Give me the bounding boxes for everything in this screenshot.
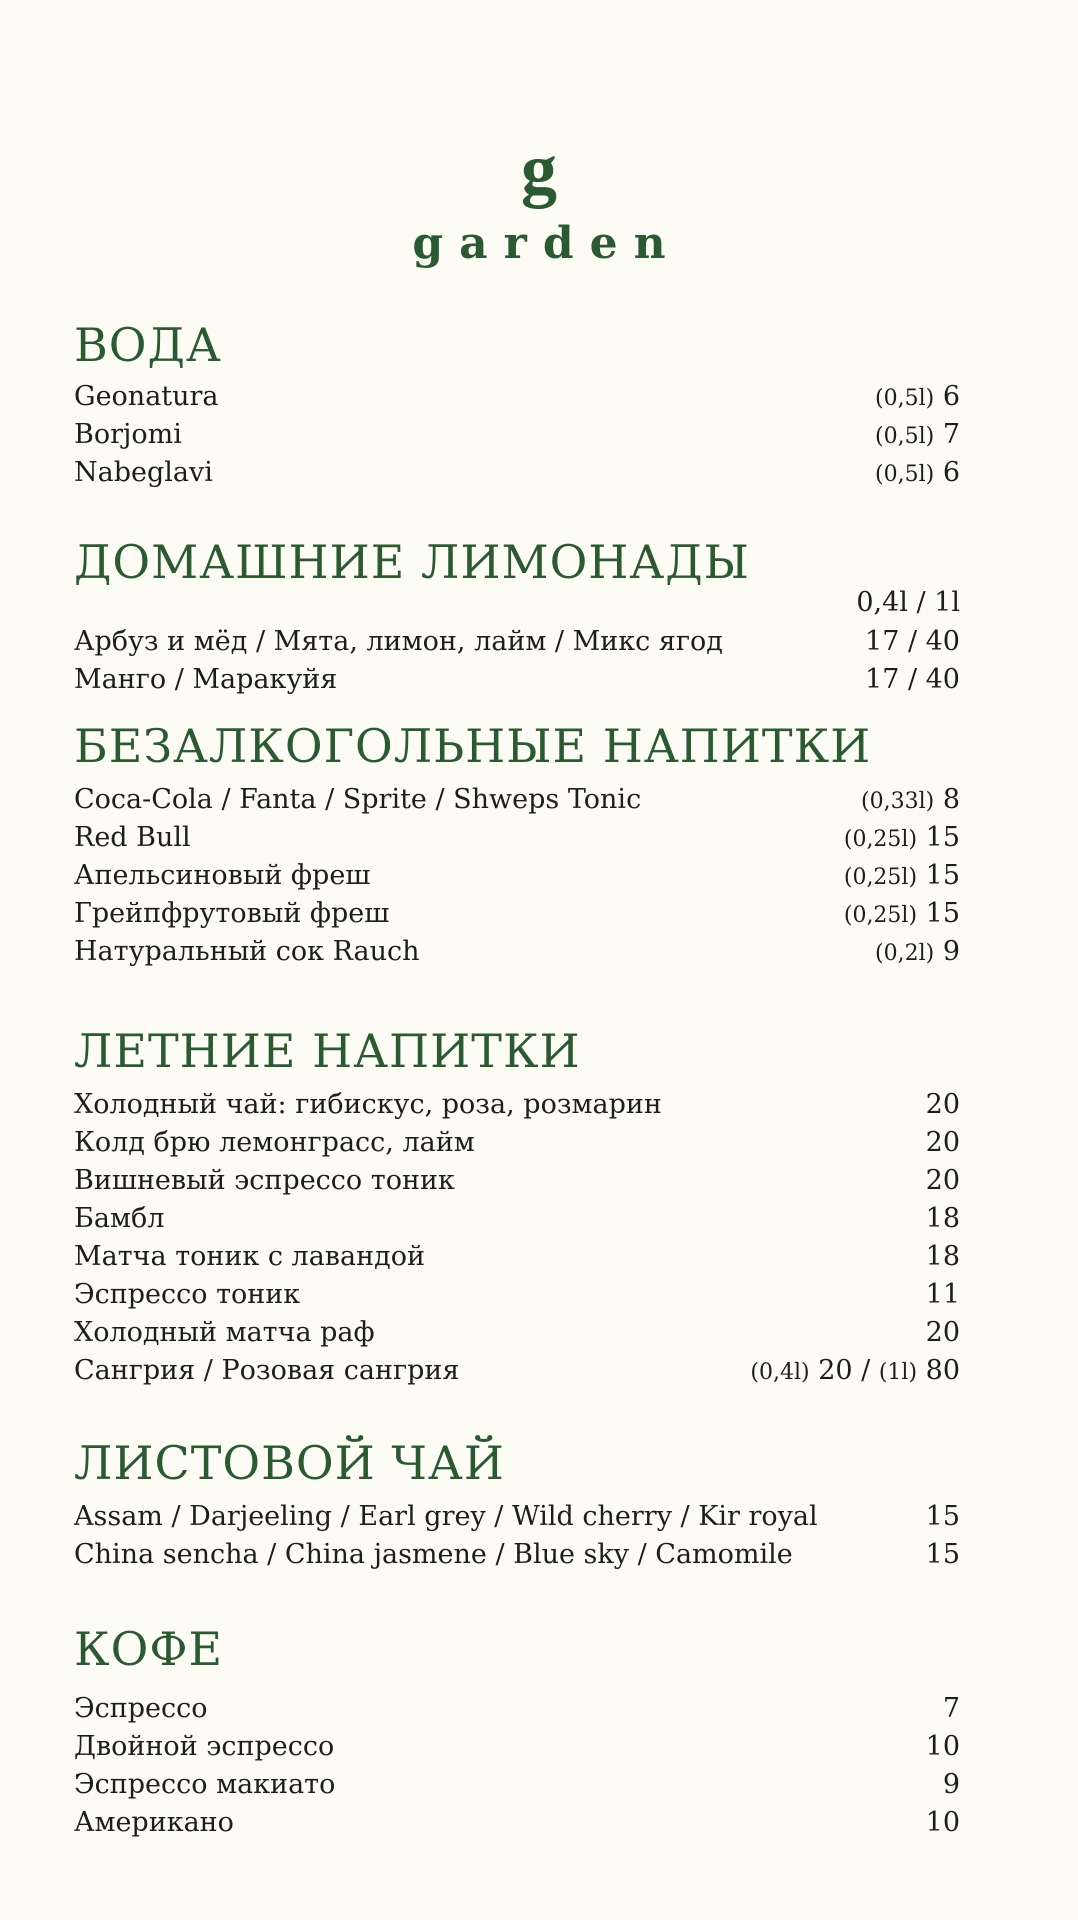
item-name: Холодный матча раф	[74, 1317, 375, 1348]
item-price: 6	[942, 457, 960, 488]
menu-item	[74, 1498, 960, 1536]
item-volume: (0,5l)	[875, 462, 935, 487]
section-leaf-tea	[74, 1436, 960, 1574]
item-name: Грейпфрутовый фреш	[74, 898, 390, 929]
item-volume: (1l)	[878, 1360, 918, 1385]
item-name: Assam / Darjeeling / Earl grey / Wild cherry / Kir royal	[74, 1501, 818, 1532]
menu-item	[74, 378, 960, 416]
item-name: China sencha / China jasmene / Blue sky / Camomile	[74, 1539, 793, 1570]
item-volume: (0,25l)	[843, 903, 918, 928]
item-price: 18	[925, 1203, 960, 1234]
item-volume: (0,25l)	[843, 827, 918, 852]
menu-item	[74, 661, 960, 699]
item-volume: (0,33l)	[861, 789, 935, 814]
item-price: 17 / 40	[865, 664, 960, 695]
item-price: 20	[925, 1127, 960, 1158]
item-name: Бамбл	[74, 1203, 165, 1234]
menu-item	[74, 454, 960, 492]
item-name: Манго / Маракуйя	[74, 664, 338, 695]
item-price: 15	[925, 898, 960, 929]
section-title: БЕЗАЛКОГОЛЬНЫЕ НАПИТКИ	[74, 719, 872, 773]
item-name: Сангрия / Розовая сангрия	[74, 1355, 460, 1386]
item-price: 15	[925, 860, 960, 891]
section-coffee	[74, 1622, 960, 1842]
logo	[0, 130, 1078, 269]
menu-item	[74, 1690, 960, 1728]
item-name: Матча тоник с лавандой	[74, 1241, 425, 1272]
item-price: 9	[942, 936, 960, 967]
item-name: Натуральный сок Rauch	[74, 936, 420, 967]
item-name: Nabeglavi	[74, 457, 213, 488]
item-price: 80	[925, 1355, 960, 1386]
item-name: Вишневый эспрессо тоник	[74, 1165, 455, 1196]
item-price: 7	[942, 419, 960, 450]
section-lemonades	[74, 535, 960, 699]
item-price-group	[875, 416, 960, 456]
item-name: Borjomi	[74, 419, 182, 450]
item-name: Двойной эспрессо	[74, 1731, 335, 1762]
logo-mark: g	[521, 129, 557, 209]
item-name: Coca-Cola / Fanta / Sprite / Shweps Tonic	[74, 784, 642, 815]
item-price-group	[861, 781, 960, 821]
item-price: 17 / 40	[865, 626, 960, 657]
volume-note-text: 0,4l / 1l	[856, 587, 960, 618]
item-name: Red Bull	[74, 822, 191, 853]
item-price-group	[875, 378, 960, 418]
item-name: Эспрессо макиато	[74, 1769, 336, 1800]
item-volume: (0,2l)	[875, 941, 935, 966]
item-volume: (0,4l)	[750, 1360, 810, 1385]
menu-item	[74, 1162, 960, 1200]
item-name: Апельсиновый фреш	[74, 860, 371, 891]
menu-item	[74, 1238, 960, 1276]
menu-item	[74, 1728, 960, 1766]
menu-item	[74, 857, 960, 895]
item-price: 10	[925, 1731, 960, 1762]
section-title: ВОДА	[74, 318, 222, 372]
menu-item	[74, 933, 960, 971]
menu-item	[74, 819, 960, 857]
section-water	[74, 318, 960, 492]
item-name: Арбуз и мёд / Мята, лимон, лайм / Микс ягод	[74, 626, 723, 657]
item-price: 20	[925, 1089, 960, 1120]
menu-item	[74, 416, 960, 454]
menu-item	[74, 1766, 960, 1804]
menu-item	[74, 1124, 960, 1162]
item-price: 18	[925, 1241, 960, 1272]
item-volume: (0,5l)	[875, 424, 935, 449]
item-price: 11	[925, 1279, 960, 1310]
item-price-group	[875, 454, 960, 494]
item-volume: (0,5l)	[875, 386, 935, 411]
item-price: 15	[925, 822, 960, 853]
item-price: 6	[942, 381, 960, 412]
menu-item	[74, 1086, 960, 1124]
item-name: Американо	[74, 1807, 234, 1838]
item-price: 15	[925, 1501, 960, 1532]
item-price: 15	[925, 1539, 960, 1570]
item-name: Эспрессо тоник	[74, 1279, 301, 1310]
section-title: ЛИСТОВОЙ ЧАЙ	[74, 1436, 505, 1490]
item-price: 20	[818, 1355, 853, 1386]
section-title: КОФЕ	[74, 1622, 224, 1676]
item-name: Эспрессо	[74, 1693, 208, 1724]
item-price: 20	[925, 1165, 960, 1196]
section-title: ДОМАШНИЕ ЛИМОНАДЫ	[74, 535, 750, 589]
item-volume: (0,25l)	[843, 865, 918, 890]
menu-item	[74, 1536, 960, 1574]
item-price-group	[844, 857, 960, 897]
item-price-group	[875, 933, 960, 973]
menu-item	[74, 623, 960, 661]
section-summer-drinks	[74, 1024, 960, 1390]
item-price: 10	[925, 1807, 960, 1838]
section-title: ЛЕТНИЕ НАПИТКИ	[74, 1024, 581, 1078]
menu-item	[74, 781, 960, 819]
item-name: Geonatura	[74, 381, 219, 412]
menu-item	[74, 1804, 960, 1842]
menu-item	[74, 1314, 960, 1352]
volume-note	[74, 583, 960, 623]
section-soft-drinks	[74, 719, 960, 971]
item-price: 9	[942, 1769, 960, 1800]
item-price-group	[844, 819, 960, 859]
item-price: 20	[925, 1317, 960, 1348]
logo-wordmark: garden	[412, 218, 682, 269]
item-name: Колд брю лемонграсс, лайм	[74, 1127, 475, 1158]
menu-item	[74, 1352, 960, 1390]
item-name: Холодный чай: гибискус, роза, розмарин	[74, 1089, 662, 1120]
menu-item	[74, 1200, 960, 1238]
item-price-group	[844, 895, 960, 935]
item-price: 7	[942, 1693, 960, 1724]
item-price-group: (0,4l) 20 / (1l) 80	[750, 1355, 960, 1386]
menu-item	[74, 1276, 960, 1314]
item-price: 8	[942, 784, 960, 815]
menu-item	[74, 895, 960, 933]
